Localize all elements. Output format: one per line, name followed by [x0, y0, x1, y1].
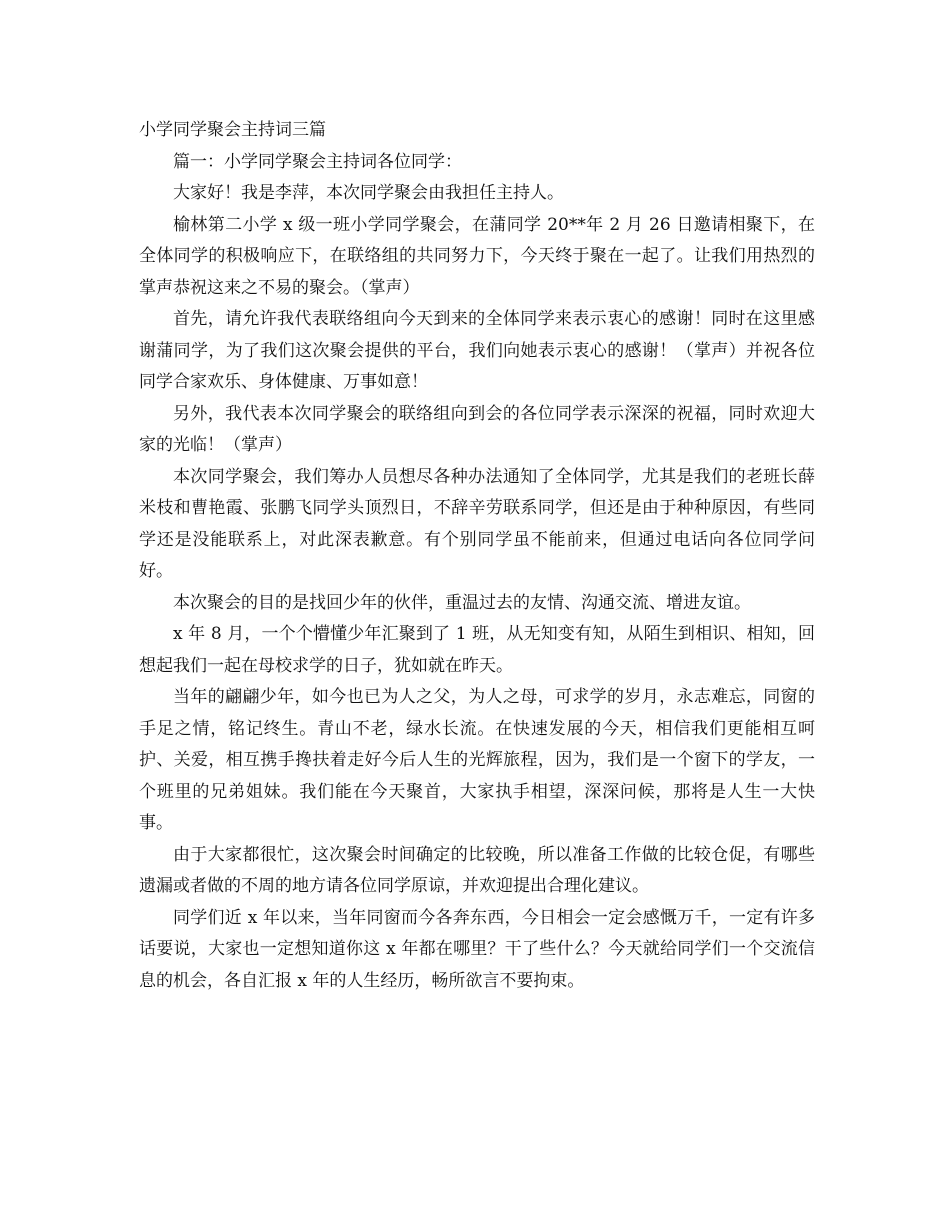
paragraph-8: x 年 8 月，一个个懵懂少年汇聚到了 1 班，从无知变有知，从陌生到相识、相知，回想起我们一起在母校求学的日子，犹如就在昨天。 — [139, 624, 815, 676]
document-body — [139, 115, 815, 997]
paragraph-9: 当年的翩翩少年，如今也已为人之父，为人之母，可求学的岁月，永志难忘，同窗的手足之情，铭记终生。青山不老，绿水长流。在快速发展的今天，相信我们更能相互呵护、关爱，相互携手搀扶着走好今后人生的光辉旅程，因为，我们是一个窗下的学友，一个班里的兄弟姐妹。我们能在今天聚首，大家执手相望，深深问候，那将是人生一大快事。 — [139, 687, 815, 833]
paragraph-3: 榆林第二小学 x 级一班小学同学聚会，在蒲同学 20**年 2 月 26 日邀请相聚下，在全体同学的积极响应下，在联络组的共同努力下，今天终于聚在一起了。让我们用热烈的掌声恭祝这来之不易的聚会。（掌声） — [139, 214, 815, 298]
paragraph-5: 另外，我代表本次同学聚会的联络组向到会的各位同学表示深深的祝福，同时欢迎大家的光临！（掌声） — [139, 403, 815, 455]
paragraph-4: 首先，请允许我代表联络组向今天到来的全体同学来表示衷心的感谢！同时在这里感谢蒲同学，为了我们这次聚会提供的平台，我们向她表示衷心的感谢！（掌声）并祝各位同学合家欢乐、身体健康、万事如意！ — [139, 309, 815, 392]
paragraph-10: 由于大家都很忙，这次聚会时间确定的比较晚，所以准备工作做的比较仓促，有哪些遗漏或者做的不周的地方请各位同学原谅，并欢迎提出合理化建议。 — [139, 844, 815, 896]
paragraph-2: 大家好！我是李萍，本次同学聚会由我担任主持人。 — [173, 183, 564, 203]
paragraph-7: 本次聚会的目的是找回少年的伙伴，重温过去的友情、沟通交流、增进友谊。 — [173, 592, 751, 613]
paragraph-1: 篇一：小学同学聚会主持词各位同学： — [173, 151, 462, 172]
paragraph-6: 本次同学聚会，我们筹办人员想尽各种办法通知了全体同学，尤其是我们的老班长薛米枝和曹艳霞、张鹏飞同学头顶烈日，不辞辛劳联系同学，但还是由于种种原因，有些同学还是没能联系上，对此深表歉意。有个别同学虽不能前来，但通过电话向各位同学问好。 — [139, 466, 815, 581]
paragraph-11: 同学们近 x 年以来，当年同窗而今各奔东西，今日相会一定会感慨万千，一定有许多话要说，大家也一定想知道你这 x 年都在哪里？干了些什么？今天就给同学们一个交流信息的机会，各自汇报 x 年的人生经历，畅所欲言不要拘束。 — [139, 907, 815, 991]
document-title: 小学同学聚会主持词三篇 — [139, 120, 326, 140]
